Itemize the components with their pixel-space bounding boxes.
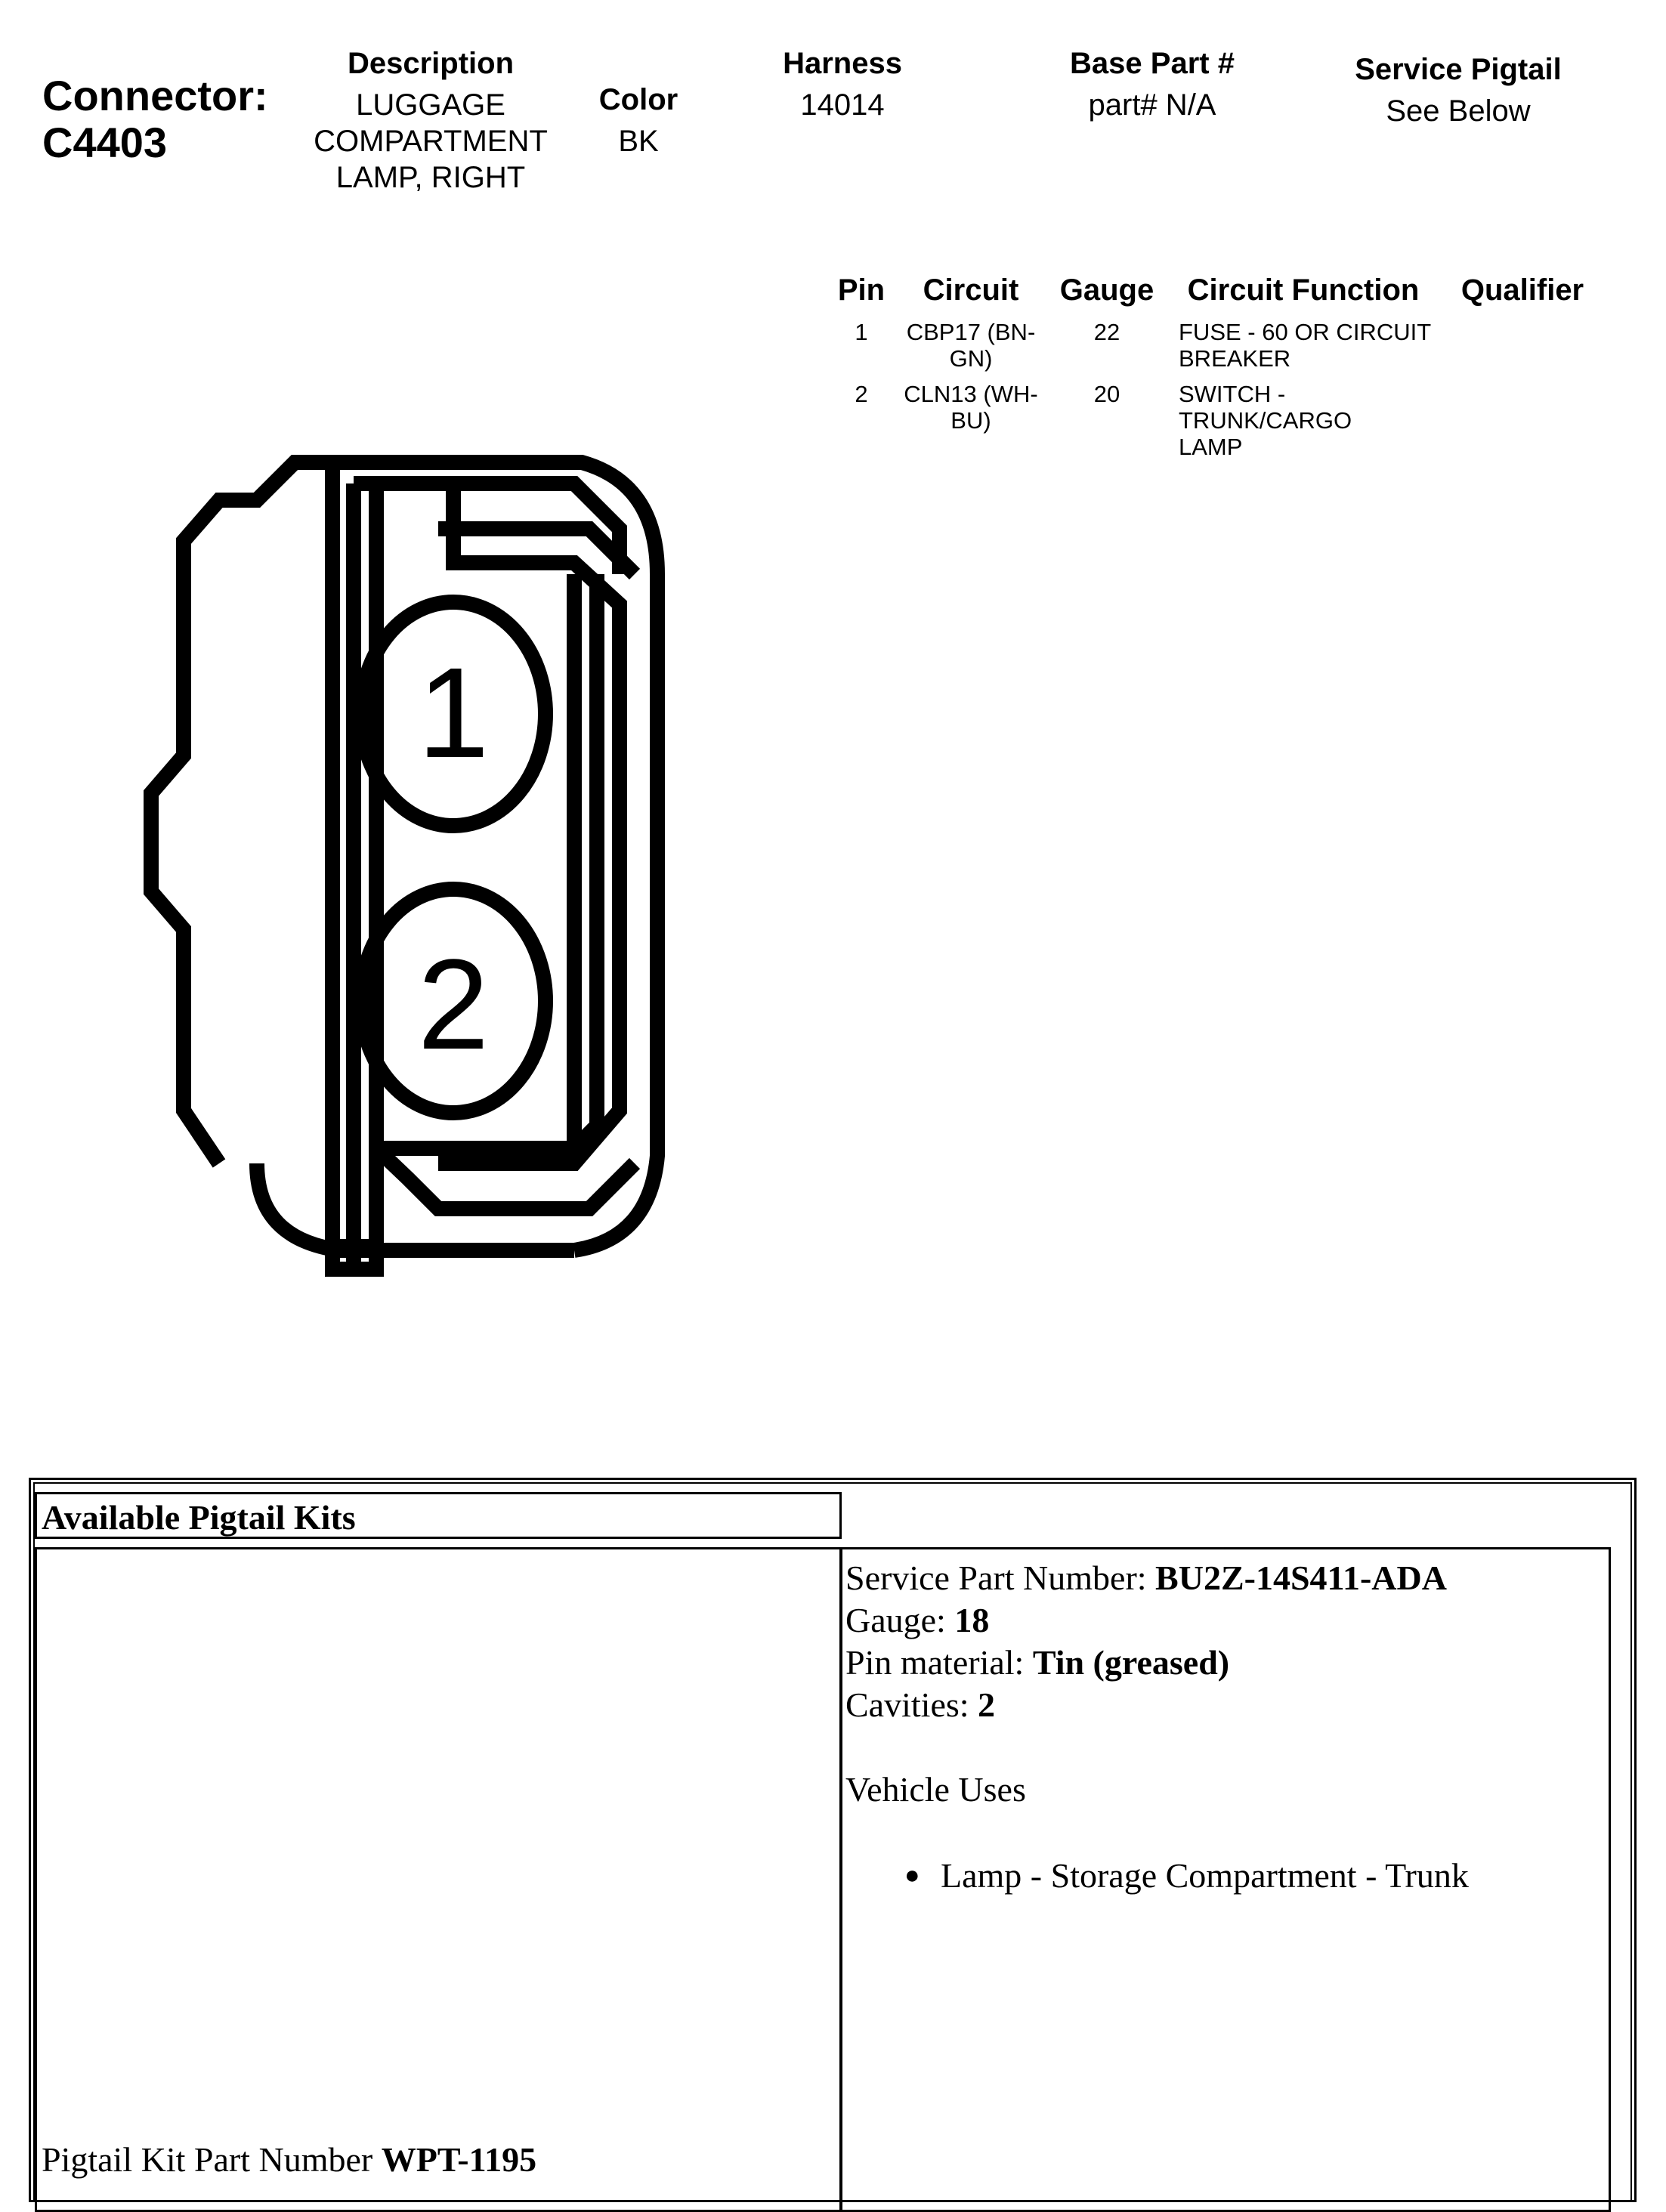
pin-material-value: Tin (greased): [1032, 1643, 1230, 1682]
cavity-1-label: 1: [417, 641, 490, 785]
service-pigtail-value: See Below: [1386, 94, 1531, 128]
pin-table: [824, 273, 1640, 460]
service-part-value: BU2Z-14S411-ADA: [1155, 1559, 1447, 1597]
color-label: Color: [598, 83, 678, 116]
connector-face-diagram: [113, 438, 688, 1292]
cavities-value: 2: [978, 1685, 996, 1724]
base-part-column: [1035, 47, 1269, 123]
row-function: [1179, 381, 1436, 460]
color-value: BK: [618, 125, 659, 158]
cavities-label: Cavities:: [845, 1685, 969, 1724]
cavity-2-label: 2: [417, 933, 490, 1077]
function-line: SWITCH - TRUNK/CARGO: [1179, 381, 1352, 434]
base-part-label: Base Part #: [1070, 47, 1235, 80]
pigtail-title: Available Pigtail Kits: [42, 1498, 356, 1537]
pin-material-row: [845, 1642, 1469, 1684]
service-part-box: [840, 1547, 1611, 2212]
function-line: FUSE - 60 OR CIRCUIT: [1179, 319, 1432, 345]
gauge-header: Gauge: [1059, 273, 1154, 307]
service-part-details: [845, 1557, 1469, 1897]
service-pigtail-label: Service Pigtail: [1355, 53, 1562, 86]
row-pin: 2: [855, 381, 868, 407]
row-pin: 1: [855, 319, 868, 345]
kit-part-value: WPT-1195: [381, 2140, 537, 2179]
description-label: Description: [347, 47, 515, 80]
description-line: LUGGAGE: [356, 88, 505, 122]
qualifier-header: Qualifier: [1460, 273, 1584, 307]
connector-heading: [42, 73, 268, 166]
connector-label: Connector:: [42, 72, 268, 119]
housing-outline: [151, 462, 332, 1163]
pigtail-title-box: [35, 1492, 842, 1539]
base-part-value: part# N/A: [1088, 88, 1216, 122]
service-part-label: Service Part Number:: [845, 1559, 1147, 1597]
harness-value: 14014: [800, 88, 885, 122]
circuit-header: Circuit: [923, 273, 1019, 307]
harness-label: Harness: [783, 47, 902, 80]
description-value: [295, 87, 567, 196]
harness-column: [740, 47, 944, 123]
function-line: BREAKER: [1179, 345, 1291, 372]
circuit-line: CBP17 (BN-: [906, 319, 1036, 345]
service-part-number: [845, 1557, 1469, 1599]
bullet-icon: ●: [904, 1861, 920, 1889]
circuit-line: BU): [950, 407, 991, 434]
pin-material-label: Pin material:: [845, 1643, 1025, 1682]
kit-part-number: [42, 2139, 536, 2181]
row-gauge: 20: [1093, 381, 1120, 407]
pin-header: Pin: [837, 273, 886, 307]
row-function: [1179, 319, 1436, 372]
color-column: [574, 83, 703, 159]
circuit-line: GN): [949, 345, 993, 372]
vehicle-uses-label: Vehicle Uses: [845, 1770, 1026, 1809]
row-circuit: [899, 381, 1043, 434]
vehicle-use-text: Lamp - Storage Compartment - Trunk: [941, 1856, 1469, 1895]
circuit-line: CLN13 (WH-: [904, 381, 1038, 407]
cavities-row: [845, 1684, 1469, 1726]
connector-id: C4403: [42, 119, 168, 166]
pigtail-kit-box: [35, 1547, 842, 2212]
gauge-label: Gauge:: [845, 1601, 946, 1639]
kit-part-label: Pigtail Kit Part Number: [42, 2140, 373, 2179]
gauge-row: [845, 1599, 1469, 1642]
vehicle-use-item: [845, 1855, 1469, 1897]
description-line: LAMP, RIGHT: [335, 161, 526, 194]
function-header: Circuit Function: [1187, 273, 1420, 307]
row-gauge: 22: [1093, 319, 1120, 345]
row-circuit: [899, 319, 1043, 372]
gauge-value: 18: [954, 1601, 990, 1639]
description-line: COMPARTMENT: [314, 125, 548, 158]
service-pigtail-column: [1330, 53, 1587, 129]
function-line: LAMP: [1179, 434, 1243, 460]
description-column: [295, 47, 567, 196]
